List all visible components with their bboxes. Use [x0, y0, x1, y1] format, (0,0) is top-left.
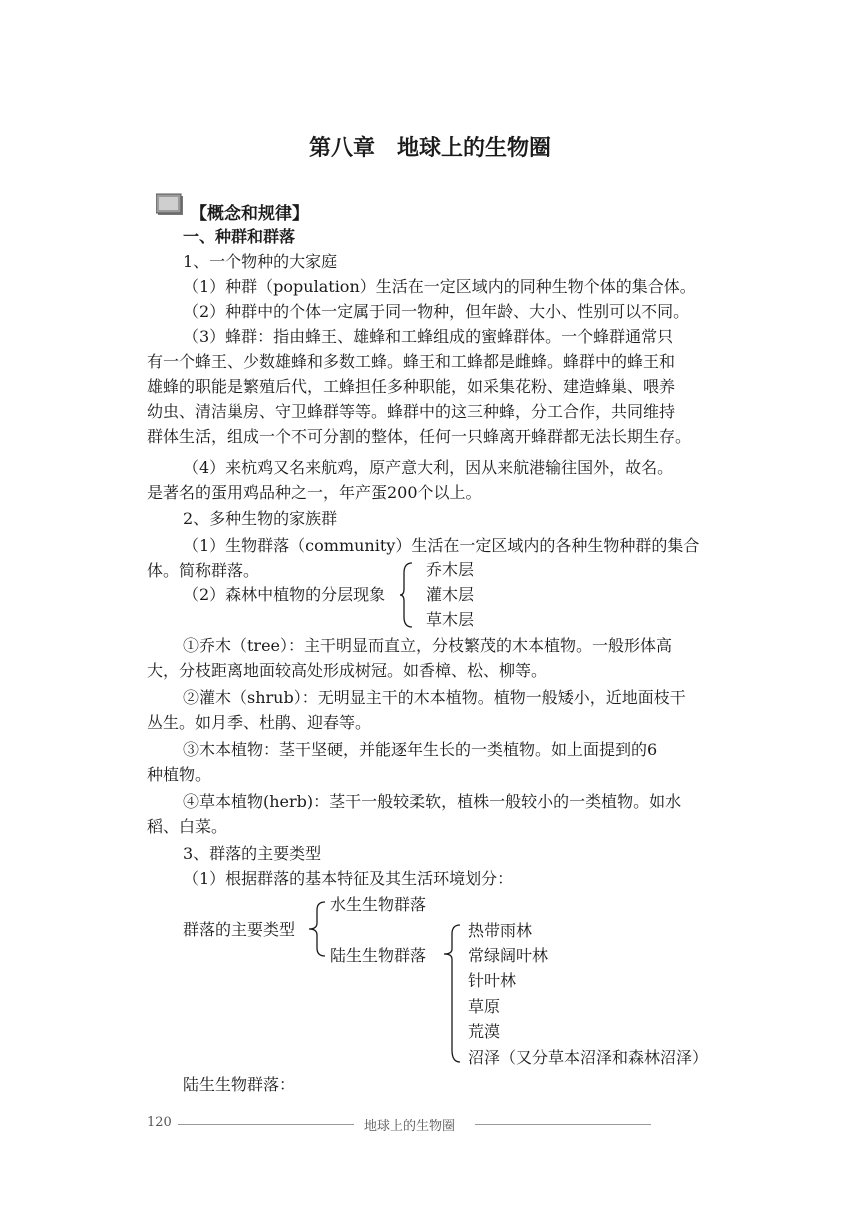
paragraph-community-line: 体。简称群落。	[147, 561, 260, 580]
paragraph-tree-line: ①乔木（tree）：主干明显而直立，分枝繁茂的木本植物。一般形体高	[183, 636, 673, 655]
paragraph-terrestrial: 陆生生物群落：	[183, 1075, 296, 1094]
land-type-item: 草原	[468, 997, 501, 1016]
subsection-heading: 一、种群和群落	[183, 227, 296, 246]
tree-root-label: 群落的主要类型	[183, 920, 296, 939]
footer-rule-right	[475, 1124, 651, 1125]
page-number: 120	[147, 1115, 172, 1130]
chapter-title: 第八章 地球上的生物圈	[308, 136, 551, 161]
land-type-item: 沼泽（又分草本沼泽和森林沼泽）	[468, 1048, 709, 1067]
paragraph-woody-line: 种植物。	[147, 765, 212, 784]
heading-1: 1、一个物种的大家庭	[183, 252, 338, 271]
paragraph-community-line: （1）生物群落（community）生活在一定区域内的各种生物种群的集合	[183, 536, 700, 555]
paragraph-shrub-line: ②灌木（shrub）：无明显主干的木本植物。植物一般矮小，近地面枝干	[183, 688, 686, 707]
tree-root-brace	[305, 898, 327, 960]
heading-2: 2、多种生物的家族群	[183, 509, 338, 528]
paragraph-bees-line: 群体生活，组成一个不可分割的整体，任何一只蜂离开蜂群都无法长期生存。	[147, 427, 692, 446]
paragraph-bees-line: 雄蜂的职能是繁殖后代，工蜂担任多种职能，如采集花粉、建造蜂巢、喂养	[147, 377, 676, 396]
heading-3: 3、群落的主要类型	[183, 844, 322, 863]
footer-rule-left	[178, 1124, 354, 1125]
paragraph-tree-line: 大，分枝距离地面较高处形成树冠。如香樟、松、柳等。	[147, 661, 548, 680]
land-type-item: 热带雨林	[468, 921, 533, 940]
paragraph-bees-line: （3）蜂群：指由蜂王、雄蜂和工蜂组成的蜜蜂群体。一个蜂群通常只	[183, 327, 674, 346]
tree-branch-terrestrial: 陆生生物群落	[330, 946, 427, 965]
layer-item: 灌木层	[426, 585, 475, 604]
footer-running-title: 地球上的生物圈	[364, 1119, 456, 1134]
layer-item: 乔木层	[426, 560, 475, 579]
land-type-item: 针叶林	[468, 971, 517, 990]
paragraph-herb-line: ④草本植物(herb)：茎干一般较柔软，植株一般较小的一类植物。如水	[183, 792, 682, 811]
paragraph-individuals: （2）种群中的个体一定属于同一物种，但年龄、大小、性别可以不同。	[183, 302, 690, 321]
land-type-item: 荒漠	[468, 1022, 501, 1041]
section-folder-icon	[156, 193, 186, 217]
section-heading: 【概念和规律】	[190, 204, 309, 224]
paragraph-layering: （2）森林中植物的分层现象	[183, 585, 386, 604]
layer-item: 草木层	[426, 610, 475, 629]
layering-brace	[399, 561, 415, 629]
paragraph-shrub-line: 丛生。如月季、杜鹃、迎春等。	[147, 713, 372, 732]
paragraph-bees-line: 有一个蜂王、少数雄蜂和多数工蜂。蜂王和工蜂都是雌蜂。蜂群中的蜂王和	[147, 352, 676, 371]
paragraph-population: （1）种群（population）生活在一定区域内的同种生物个体的集合体。	[183, 277, 696, 296]
paragraph-leghorn-line: （4）来杭鸡又名来航鸡，原产意大利，因从来航港输往国外，故名。	[183, 458, 674, 477]
land-types-brace	[440, 922, 462, 1066]
paragraph-herb-line: 稻、白菜。	[147, 817, 228, 836]
tree-branch-aquatic: 水生生物群落	[330, 895, 427, 914]
paragraph-classification: （1）根据群落的基本特征及其生活环境划分：	[183, 869, 514, 888]
paragraph-leghorn-line: 是著名的蛋用鸡品种之一，年产蛋200个以上。	[147, 483, 482, 502]
paragraph-bees-line: 幼虫、清洁巢房、守卫蜂群等等。蜂群中的这三种蜂，分工合作，共同维持	[147, 402, 676, 421]
paragraph-woody-line: ③木本植物：茎干坚硬，并能逐年生长的一类植物。如上面提到的6	[183, 740, 658, 759]
land-type-item: 常绿阔叶林	[468, 946, 549, 965]
